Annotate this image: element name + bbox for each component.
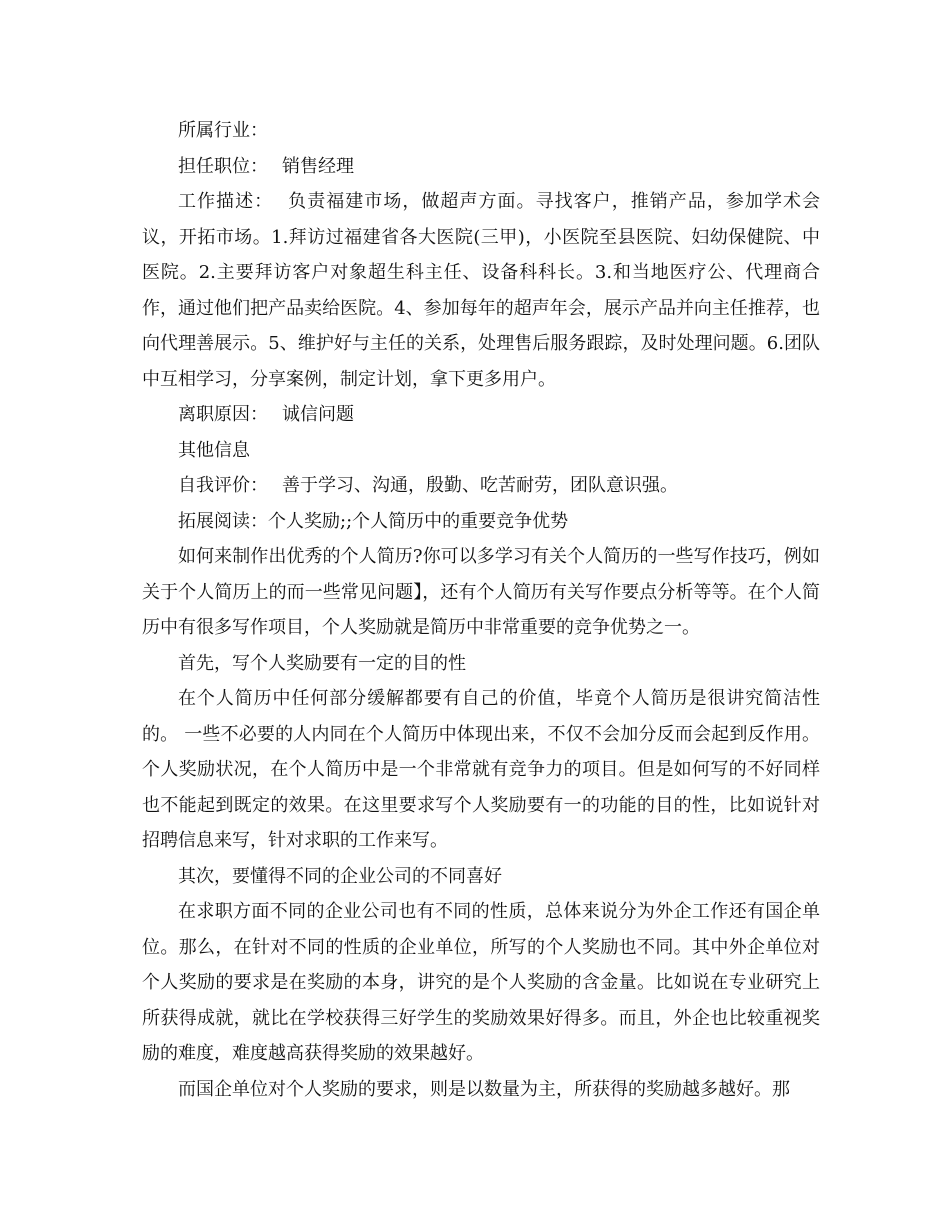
job-description-label: 工作描述：: [178, 191, 274, 212]
intro-paragraph: 如何来制作出优秀的个人简历?你可以多学习有关个人简历的一些写作技巧，例如关于个人简历上的而一些常见问题】，还有个人简历有关写作要点分析等等。在个人简历中有很多写作项目，个人奖励就是简历中非常重要的竞争优势之一。: [142, 546, 820, 638]
first-section-heading: 首先，写个人奖励要有一定的目的性: [178, 652, 466, 674]
position-label: 担任职位：: [178, 155, 268, 177]
state-enterprise-paragraph: 而国企单位对个人奖励的要求，则是以数量为主，所获得的奖励越多越好。那: [178, 1078, 790, 1100]
document-body: [142, 113, 820, 1107]
first-section-body: 在个人简历中任何部分缓解都要有自己的价值，毕竟个人简历是很讲究简洁性的。 一些不必要的人内同在个人简历中体现出来，不仅不会加分反而会起到反作用。个人奖励状况，在个人简历中是一个非常就有竞争力的项目。但是如何写的不好同样也不能起到既定的效果。在这里要求写个人奖励要有一的功能的目的性，比如说针对招聘信息来写，针对求职的工作来写。: [142, 688, 820, 851]
job-description-paragraph: [142, 184, 820, 397]
self-evaluation-value: 善于学习、沟通，殷勤、吃苦耐劳，团队意识强。: [282, 475, 678, 496]
extended-reading-line: 拓展阅读：个人奖励;;个人简历中的重要竞争优势: [178, 510, 569, 532]
job-description-text: 负责福建市场，做超声方面。寻找客户，推销产品，参加学术会议，开拓市场。1.拜访过福建省各大医院(三甲)，小医院至县医院、妇幼保健院、中医院。2.主要拜访客户对象超生科主任、设备科科长。3.和当地医疗公、代理商合作，通过他们把产品卖给医院。4、参加每年的超声年会，展示产品并向主任推荐，也向代理善展示。5、维护好与主任的关系，处理售后服务跟踪，及时处理问题。6.团队中互相学习，分享案例，制定计划，拿下更多用户。: [142, 191, 821, 390]
leave-reason-value: 诚信问题: [282, 404, 354, 425]
industry-label: 所属行业：: [178, 120, 268, 141]
position-line: [142, 149, 820, 185]
second-section-body: 在求职方面不同的企业公司也有不同的性质，总体来说分为外企工作还有国企单位。那么，在针对不同的性质的企业单位，所写的个人奖励也不同。其中外企单位对个人奖励的要求是在奖励的本身，讲究的是个人奖励的含金量。比如说在专业研究上所获得成就，就比在学校获得三好学生的奖励效果好得多。而且，外企也比较重视奖励的难度，难度越高获得奖励的效果越好。: [142, 901, 820, 1064]
self-evaluation-line: [142, 468, 820, 504]
self-evaluation-label: 自我评价：: [178, 475, 268, 496]
leave-reason-label: 离职原因：: [178, 404, 268, 425]
second-section-heading: 其次，要懂得不同的企业公司的不同喜好: [178, 865, 502, 887]
leave-reason-line: [142, 397, 820, 433]
other-info-heading: 其他信息: [178, 439, 250, 461]
industry-line: [142, 113, 820, 149]
position-value: 销售经理: [282, 155, 354, 177]
